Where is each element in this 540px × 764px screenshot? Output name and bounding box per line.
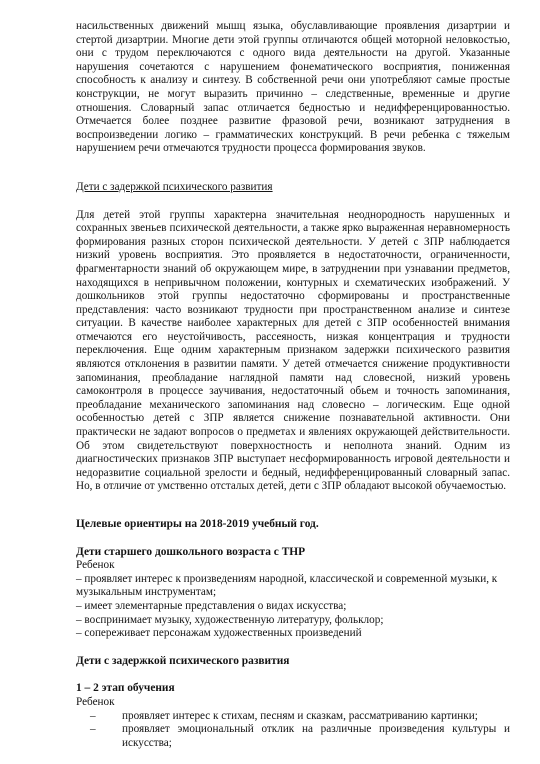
section-zpr-heading: Дети с задержкой психического развития — [76, 180, 273, 193]
tnr-heading: Дети старшего дошкольного возраста с ТНР — [76, 545, 306, 558]
stage-heading: 1 – 2 этап обучения — [76, 682, 175, 695]
list-item: – воспринимает музыку, художественную литературу, фольклор; — [76, 613, 384, 626]
tnr-child-label: Ребенок — [76, 559, 115, 572]
spacer — [76, 156, 510, 181]
document-page — [76, 20, 510, 750]
list-item-text: проявляет интерес к стихам, песням и сказкам, рассматриванию картинки; — [122, 709, 478, 722]
tnr-list — [76, 573, 510, 641]
list-item: – имеет элементарные представления о видах искусства; — [76, 599, 347, 612]
dash-marker: – — [90, 723, 96, 736]
list-item: – сопереживает персонажам художественных произведений — [76, 627, 362, 640]
targets-heading: Целевые ориентиры на 2018-2019 учебный год. — [76, 518, 319, 530]
list-item — [76, 723, 510, 750]
spacer — [76, 668, 510, 682]
list-item — [76, 710, 510, 724]
list-item-text: проявляет эмоциональный отклик на различные произведения культуры и искусства; — [122, 723, 510, 749]
spacer — [76, 532, 510, 546]
zpr2-heading: Дети с задержкой психического развития — [76, 654, 290, 667]
intro-paragraph: насильственных движений мышц языка, обуславливающие проявления дизартрии и стертой дизартрии. Многие дети этой группы отличаются общей моторной неловкостью, они с трудом переключаются с одного вида деятельности на другой. Указанные нарушения сочетаются с нарушением фонематического восприятия, пониженная способность к анализу и синтезу. В собственной речи они употребляют самые простые конструкции, не могут выразить причинно – следственные, временные и другие отношения. Словарный запас отличается бедностью и недифференцированностью. Отмечается более позднее развитие фразовой речи, возникают затруднения в воспроизведении логико – грамматических конструкций. В речи ребенка с тяжелым нарушением речи отмечаются трудности процесса формирования звуков. — [76, 20, 510, 155]
spacer — [76, 195, 510, 209]
spacer — [76, 641, 510, 655]
dash-marker: – — [90, 709, 96, 722]
spacer — [76, 494, 510, 518]
stage-list — [76, 710, 510, 751]
section-zpr-paragraph: Для детей этой группы характерна значительная неоднородность нарушенных и сохранных звеньев психической деятельности, а также ярко выраженная неравномерность формирования разных сторон психической деятельности. У детей с ЗПР наблюдается низкий уровень восприятия. Это проявляется в недостаточности, ограниченности, фрагментарности знаний об окружающем мире, в затруднении при узнавании предметов, находящихся в непривычном положении, контурных и схематических изображений. У дошкольников этой группы недостаточно сформированы и пространственные представления: часто возникают трудности при пространственном анализе и синтезе ситуации. В качестве наиболее характерных для детей с ЗПР особенностей внимания отмечаются его неустойчивость, рассеяность, низкая концентрация и трудности переключения. Еще одним характерным признаком задержки психического развития являются отклонения в развитии памяти. У детей отмечается снижение продуктивности запоминания, преобладание наглядной памяти над словесной, низкий уровень самоконтроля в процессе заучивания, недостаточный обьем и точность запоминания, преобладание механического запоминания над словесно – логическим. Еще одной особенностью детей с ЗПР является снижение познавательной активности. Они практически не задают вопросов о предметах и явлениях окружающей действительности. Об этом свидетельствуют поверхностность и неполнота знаний. Одним из диагностических признаков ЗПР выступает несформированность игровой деятельности и недоразвитие социальной зрелости и бедный, недифференцированный словарный запас. Но, в отличие от умственно отсталых детей, дети с ЗПР обладают высокой обучаемостью. — [76, 208, 510, 493]
list-item: – проявляет интерес к произведениям народной, классической и современной музыки, к музыкальным инструментам; — [76, 572, 498, 599]
stage-child-label: Ребенок — [76, 695, 115, 708]
